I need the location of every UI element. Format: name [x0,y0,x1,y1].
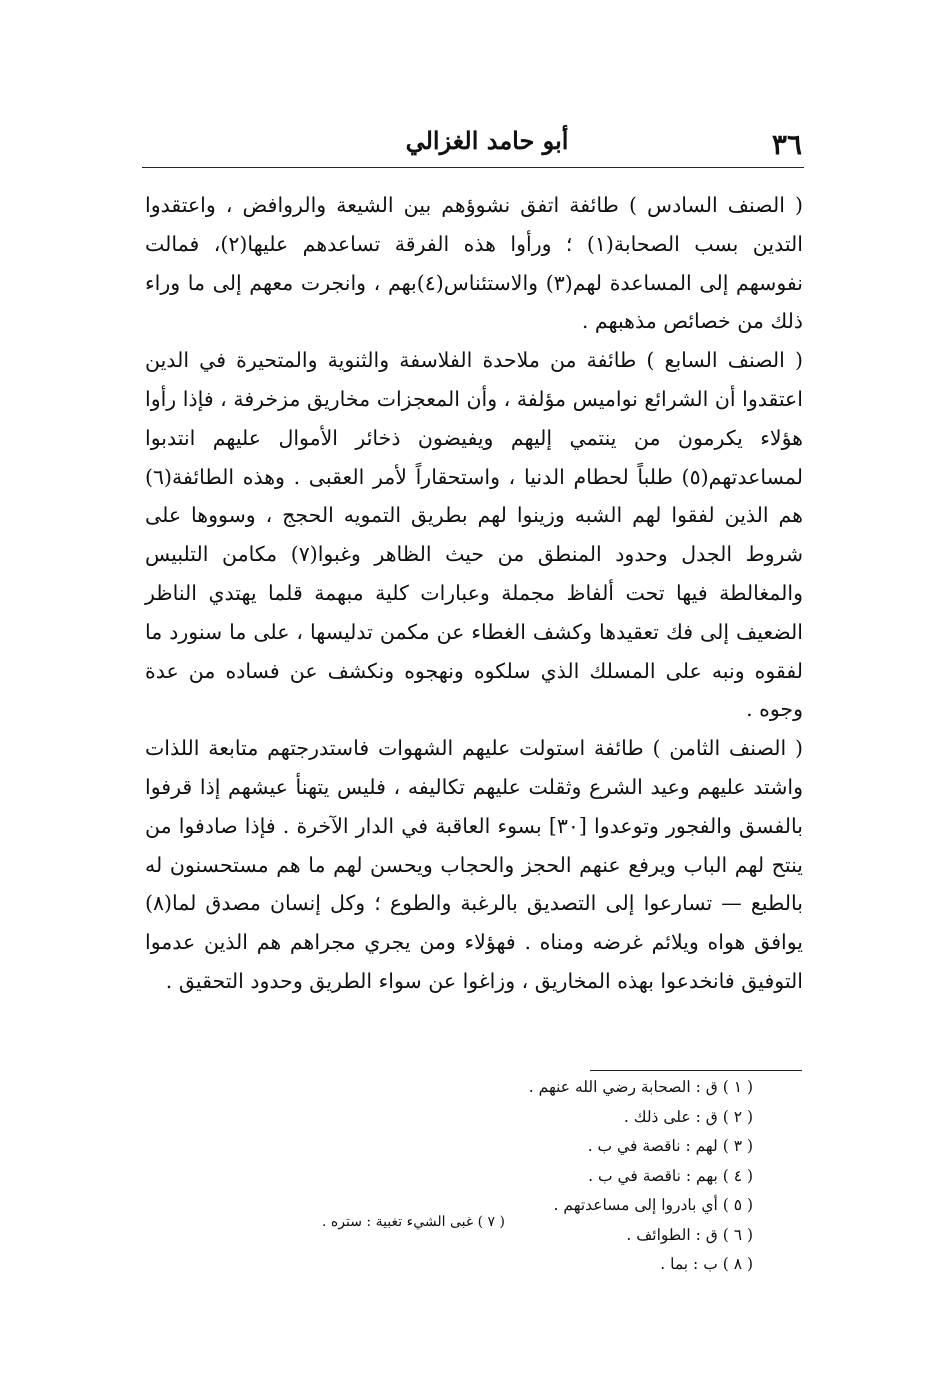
running-title: أبو حامد الغزالي [405,126,569,155]
footnotes [333,1073,753,1280]
header-rule [142,167,804,168]
footnote-rule [590,1070,802,1071]
footnote-3: ( ٣ ) لهم : ناقصة في ب . [587,1137,753,1155]
footnote-8: ( ٨ ) ب : بما . [660,1255,753,1273]
footnote-5: ( ٥ ) أي بادروا إلى مساعدتهم . [553,1196,753,1214]
footnote-4: ( ٤ ) بهم : ناقصة في ب . [588,1166,753,1185]
page-number: ٣٦ [771,128,802,161]
body-text [145,186,803,1001]
footnote-1: ( ١ ) ق : الصحابة رضي الله عنهم . [528,1078,753,1096]
paragraph-sixth-class: ( الصنف السادس ) طائفة اتفق نشوؤهم بين الشيعة والروافض ، واعتقدوا التدين بسب الصحابة(١) ؛ ورأوا هذه الفرقة تساعدهم عليها(٢)، فمالت نفوسهم إلى المساعدة لهم(٣) والاستئناس(٤)بهم ، وانجرت معهم إلى ما وراء ذلك من خصائص مذهبهم . [145,193,803,334]
footnote-2: ( ٢ ) ق : على ذلك . [623,1107,753,1126]
paragraph-seventh-class: ( الصنف السابع ) طائفة من ملاحدة الفلاسفة والثنوية والمتحيرة في الدين اعتقدوا أن الشرائع نواميس مؤلفة ، وأن المعجزات مخاريق مزخرفة ، فإذا رأوا هؤلاء يكرمون من ينتمي إليهم ويفيضون ذخائر الأموال عليهم انتدبوا لمساعدتهم(٥) طلباً لحطام الدنيا ، واستحقاراً لأمر العقبى . وهذه الطائفة(٦) هم الذين لفقوا لهم الشبه وزينوا لهم بطريق التمويه الحجج ، وسووها على شروط الجدل وحدود المنطق من حيث الظاهر وغبوا(٧) مكامن التلبيس والمغالطة فيها تحت ألفاظ مجملة وعبارات كلية مبهمة قلما يهتدي الناظر الضعيف إلى فك تعقيدها وكشف الغطاء عن مكمن تدليسها ، على ما سنورد ما لفقوه ونبه على المسلك الذي سلكوه ونهجوه ونكشف عن فساده من عدة وجوه . [145,348,803,722]
paragraph-eighth-class: ( الصنف الثامن ) طائفة استولت عليهم الشهوات فاستدرجتهم متابعة اللذات واشتد عليهم وعيد الشرع وثقلت عليهم تكاليفه ، فليس يتهنأ عيشهم إذا قرفوا بالفسق والفجور وتوعدوا [٣٠] بسوء العاقبة في الدار الآخرة . فإذا صادفوا من ينتح لهم الباب ويرفع عنهم الحجز والحجاب ويحسن لهم ما هم مستحسنون له بالطبع — تسارعوا إلى التصديق بالرغبة والطوع ؛ وكل إنسان مصدق لما(٨) يوافق هواه ويلائم غرضه ومناه . فهؤلاء ومن يجري مجراهم هم الذين عدموا التوفيق فانخدعوا بهذه المخاريق ، وزاغوا عن سواء الطريق وحدود التحقيق . [145,736,803,993]
footnote-7: ( ٧ ) غبى الشيء تغبية : ستره . [322,1214,505,1230]
footnote-6: ( ٦ ) ق : الطوائف . [626,1225,753,1244]
page-header [142,122,802,166]
